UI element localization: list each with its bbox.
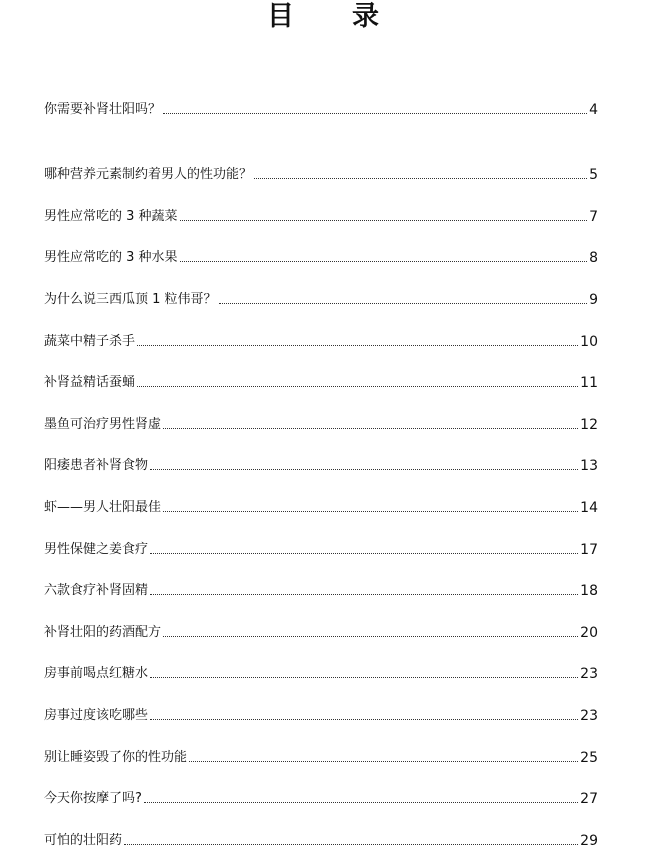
dot-leader — [137, 345, 578, 346]
toc-entry-title: 哪种营养元素制约着男人的性功能？ — [44, 167, 253, 183]
toc-entry[interactable] — [44, 641, 598, 683]
toc-entry-page: 14 — [580, 499, 598, 516]
toc-entry[interactable] — [44, 724, 598, 766]
toc-entry-page: 4 — [589, 102, 598, 118]
toc-entry[interactable] — [44, 682, 598, 724]
toc-entry-page: 29 — [580, 832, 598, 849]
toc-entry-page: 18 — [580, 583, 598, 600]
toc-entry-page: 7 — [589, 208, 598, 225]
toc-entry[interactable] — [44, 433, 598, 475]
toc-entry-title: 虾——男人壮阳最佳 — [44, 499, 162, 515]
dot-leader — [180, 261, 588, 262]
toc-entry-title: 房事过度该吃哪些 — [44, 707, 149, 723]
toc-entry-page: 20 — [580, 624, 598, 641]
toc-entry-page: 23 — [580, 666, 598, 683]
toc-entry-page: 9 — [589, 291, 598, 308]
toc-entry-page: 13 — [580, 458, 598, 475]
toc-entry-page: 11 — [580, 375, 598, 392]
toc-entry-title: 房事前喝点红糖水 — [44, 666, 149, 682]
dot-leader — [180, 220, 588, 221]
toc-list — [44, 100, 598, 849]
dot-leader — [150, 677, 578, 678]
toc-entry[interactable] — [44, 599, 598, 641]
dot-leader — [150, 553, 578, 554]
toc-entry-title: 墨鱼可治疗男性肾虚 — [44, 416, 162, 432]
dot-leader — [163, 428, 578, 429]
toc-entry[interactable] — [44, 766, 598, 808]
dot-leader — [189, 761, 578, 762]
toc-entry[interactable] — [44, 308, 598, 350]
toc-entry-title: 为什么说三西瓜顶 1 粒伟哥？ — [44, 291, 217, 307]
toc-entry-title: 蔬菜中精子杀手 — [44, 333, 136, 349]
toc-entry-title: 阳痿患者补肾食物 — [44, 458, 149, 474]
dot-leader — [150, 719, 578, 720]
toc-entry-title: 男性应常吃的 3 种水果 — [44, 250, 178, 266]
toc-entry[interactable] — [44, 100, 598, 118]
dot-leader — [254, 178, 587, 179]
toc-entry-title: 别让睡姿毁了你的性功能 — [44, 749, 188, 765]
toc-entry[interactable] — [44, 516, 598, 558]
dot-leader — [144, 802, 578, 803]
toc-entry-title: 男性应常吃的 3 种蔬菜 — [44, 208, 178, 224]
dot-leader — [150, 594, 578, 595]
toc-entry-page: 5 — [589, 167, 598, 184]
toc-entry[interactable] — [44, 558, 598, 600]
toc-entry-title: 六款食疗补肾固精 — [44, 583, 149, 599]
dot-leader — [219, 303, 588, 304]
dot-leader — [137, 386, 578, 387]
toc-entry-title: 今天你按摩了吗? — [44, 791, 142, 807]
toc-entry-page: 10 — [580, 333, 598, 350]
toc-entry-page: 12 — [580, 416, 598, 433]
toc-entry[interactable] — [44, 474, 598, 516]
toc-entry-title: 补肾壮阳的药酒配方 — [44, 624, 162, 640]
toc-entry-page: 27 — [580, 791, 598, 808]
toc-entry-title: 可怕的壮阳药 — [44, 832, 123, 848]
toc-entry[interactable] — [44, 142, 598, 184]
toc-entry-title: 你需要补肾壮阳吗？ — [44, 102, 162, 117]
toc-entry-page: 25 — [580, 749, 598, 766]
dot-leader — [124, 844, 578, 845]
toc-entry[interactable] — [44, 183, 598, 225]
dot-leader — [163, 636, 578, 637]
toc-entry[interactable] — [44, 225, 598, 267]
toc-entry[interactable] — [44, 391, 598, 433]
toc-entry-page: 8 — [589, 250, 598, 267]
toc-entry-page: 17 — [580, 541, 598, 558]
toc-entry[interactable] — [44, 807, 598, 849]
dot-leader — [163, 511, 578, 512]
toc-entry[interactable] — [44, 266, 598, 308]
toc-entry-page: 23 — [580, 707, 598, 724]
toc-entry-title: 补肾益精话蚕蛹 — [44, 375, 136, 391]
toc-entry-title: 男性保健之姜食疗 — [44, 541, 149, 557]
toc-entry[interactable] — [44, 350, 598, 392]
dot-leader — [150, 469, 578, 470]
toc-title: 目录 — [267, 1, 437, 32]
dot-leader — [163, 113, 587, 114]
